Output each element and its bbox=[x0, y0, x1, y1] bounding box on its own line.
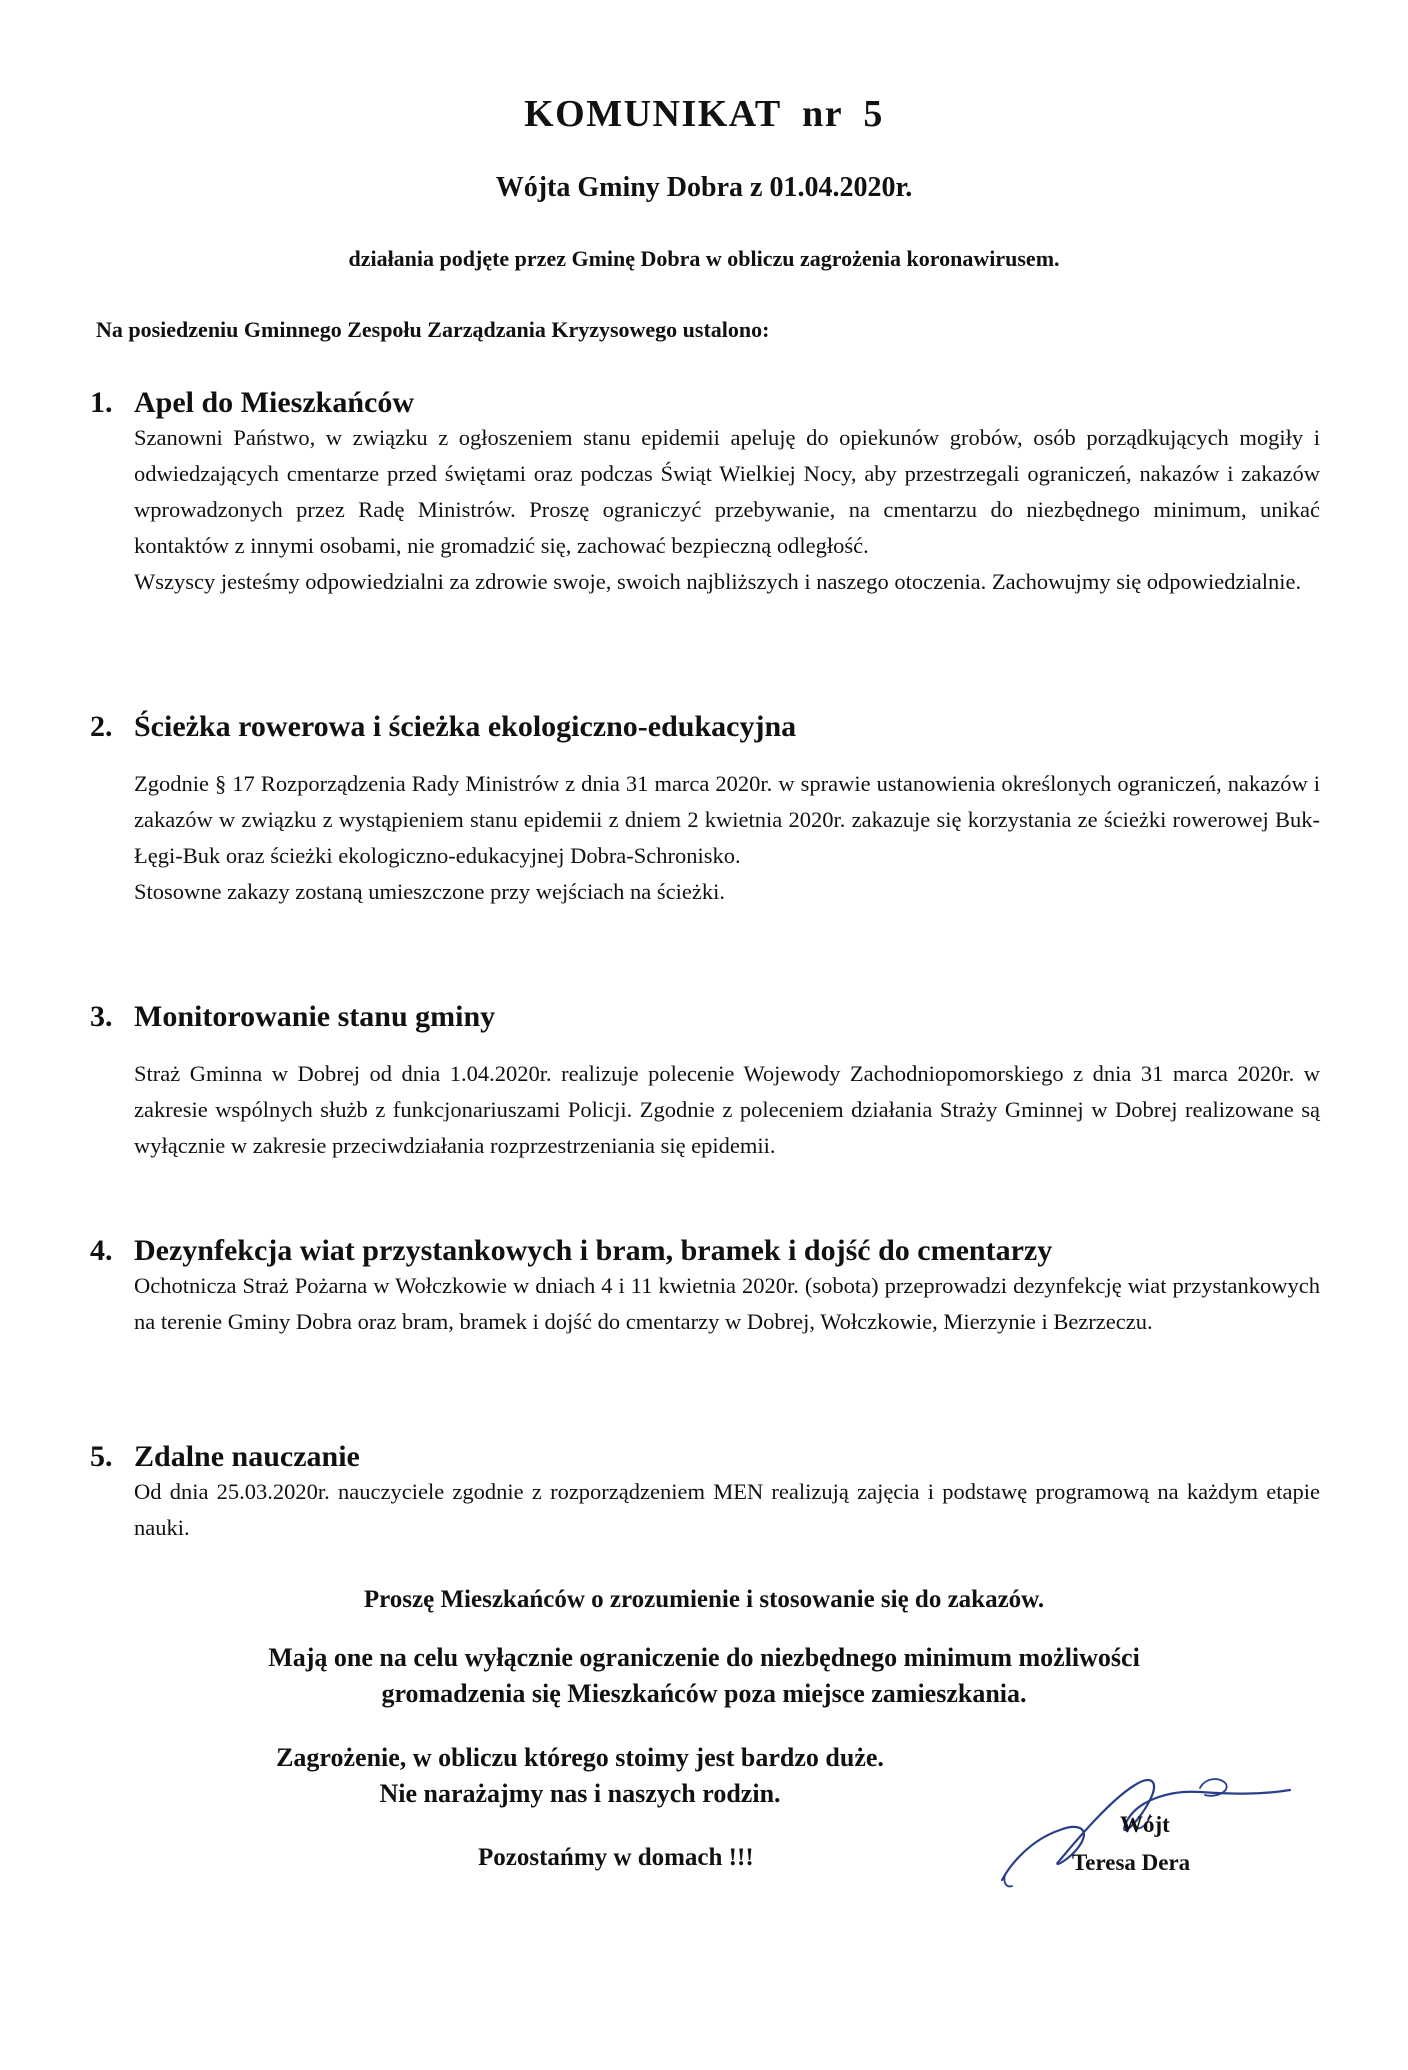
section-body bbox=[134, 1268, 1320, 1340]
document-subtitle: Wójta Gminy Dobra z 01.04.2020r. bbox=[495, 172, 913, 203]
signature-role: Wójt bbox=[1120, 1812, 1170, 1837]
section-title: Monitorowanie stanu gminy bbox=[134, 1000, 496, 1033]
closing-text: Zagrożenie, w obliczu którego stoimy jest bardzo duże. bbox=[276, 1743, 884, 1772]
section-number: 5. bbox=[90, 1440, 113, 1473]
section-body bbox=[134, 1474, 1320, 1546]
paragraph: Szanowni Państwo, w związku z ogłoszeniem stanu epidemii apeluję do opiekunów grobów, osób porządkujących mogiły i odwiedzających cmentarze przed świętami oraz podczas Świąt Wielkiej Nocy, aby przestrzegali ograniczeń, nakazów i zakazów wprowadzonych przez Radę Ministrów. Proszę ograniczyć przebywanie, na cmentarzu do niezbędnego minimum, unikać kontaktów z innymi osobami, nie gromadzić się, zachować bezpieczną odległość. bbox=[134, 425, 1320, 558]
section-heading bbox=[90, 1234, 1330, 1268]
closing-text: Pozostańmy w domach !!! bbox=[478, 1844, 754, 1871]
section-number: 1. bbox=[90, 386, 113, 419]
document-title: KOMUNIKAT nr 5 bbox=[524, 93, 884, 135]
closing-text: Mają one na celu wyłącznie ograniczenie do niezbędnego minimum możliwości bbox=[268, 1643, 1140, 1672]
section-number: 3. bbox=[90, 1000, 113, 1033]
signature-block bbox=[1000, 1770, 1300, 1900]
section-body bbox=[134, 420, 1320, 600]
section-3 bbox=[90, 1000, 1330, 1164]
section-heading bbox=[90, 1000, 1330, 1034]
paragraph: Zgodnie § 17 Rozporządzenia Rady Ministrów z dnia 31 marca 2020r. w sprawie ustanowienia określonych ograniczeń, nakazów i zakazów w związku z wystąpieniem stanu epidemii z dniem 2 kwietnia 2020r. zakazuje się korzystania ze ścieżki rowerowej Buk-Łęgi-Buk oraz ścieżki ekologiczno-edukacyjnej Dobra-Schronisko. bbox=[134, 771, 1320, 868]
section-heading bbox=[90, 710, 1330, 744]
section-5 bbox=[90, 1440, 1330, 1546]
closing-text: Nie narażajmy nas i naszych rodzin. bbox=[379, 1779, 781, 1808]
section-heading bbox=[90, 1440, 1330, 1474]
paragraph: Ochotnicza Straż Pożarna w Wołczkowie w dniach 4 i 11 kwietnia 2020r. (sobota) przeprowadzi dezynfekcję wiat przystankowych na terenie Gminy Dobra oraz bram, bramek i dojść do cmentarzy w Dobrej, Wołczkowie, Mierzynie i Bezrzeczu. bbox=[134, 1273, 1320, 1334]
paragraph: Straż Gminna w Dobrej od dnia 1.04.2020r. realizuje polecenie Wojewody Zachodniopomorskiego z dnia 31 marca 2020r. w zakresie wspólnych służb z funkcjonariuszami Policji. Zgodnie z poleceniem działania Straży Gminnej w Dobrej realizowane są wyłącznie w zakresie przeciwdziałania rozprzestrzeniania się epidemii. bbox=[134, 1061, 1320, 1158]
closing-line-1 bbox=[0, 1582, 1408, 1618]
section-number: 4. bbox=[90, 1234, 113, 1267]
section-body bbox=[134, 1056, 1320, 1164]
document-intro: działania podjęte przez Gminę Dobra w obliczu zagrożenia koronawirusem. bbox=[348, 246, 1060, 271]
section-1 bbox=[90, 386, 1330, 600]
section-body bbox=[134, 766, 1320, 910]
section-number: 2. bbox=[90, 710, 113, 743]
section-4 bbox=[90, 1234, 1330, 1340]
closing-line-2 bbox=[0, 1640, 1408, 1712]
section-title: Apel do Mieszkańców bbox=[134, 386, 414, 419]
paragraph: Od dnia 25.03.2020r. nauczyciele zgodnie z rozporządzeniem MEN realizują zajęcia i podstawę programową na każdym etapie nauki. bbox=[134, 1479, 1320, 1540]
signature-name: Teresa Dera bbox=[1072, 1850, 1191, 1875]
section-heading bbox=[90, 386, 1330, 420]
closing-line-3 bbox=[0, 1740, 1160, 1812]
document-lead: Na posiedzeniu Gminnego Zespołu Zarządzania Kryzysowego ustalono: bbox=[96, 317, 770, 342]
section-title: Dezynfekcja wiat przystankowych i bram, bramek i dojść do cmentarzy bbox=[134, 1234, 1053, 1267]
closing-line-4 bbox=[478, 1840, 898, 1876]
closing-text: gromadzenia się Mieszkańców poza miejsce zamieszkania. bbox=[381, 1679, 1027, 1708]
section-title: Zdalne nauczanie bbox=[134, 1440, 360, 1473]
section-2 bbox=[90, 710, 1330, 910]
paragraph: Stosowne zakazy zostaną umieszczone przy wejściach na ścieżki. bbox=[134, 879, 725, 904]
paragraph: Wszyscy jesteśmy odpowiedzialni za zdrowie swoje, swoich najbliższych i naszego otoczenia. Zachowujmy się odpowiedzialnie. bbox=[134, 569, 1302, 594]
closing-text: Proszę Mieszkańców o zrozumienie i stosowanie się do zakazów. bbox=[363, 1586, 1045, 1613]
section-title: Ścieżka rowerowa i ścieżka ekologiczno-edukacyjna bbox=[134, 710, 797, 743]
